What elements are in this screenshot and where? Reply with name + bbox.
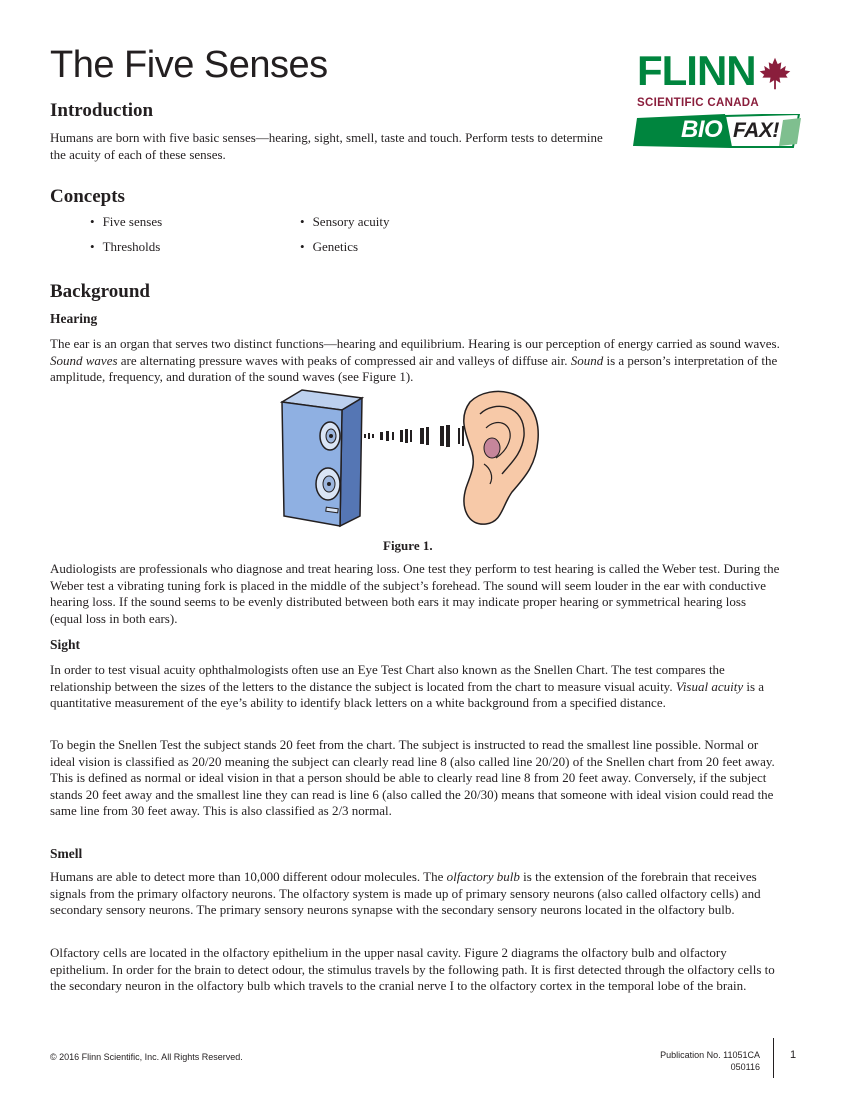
concept-item: • Sensory acuity [300, 214, 389, 230]
logo-subtitle: SCIENTIFIC CANADA [637, 97, 760, 109]
sight-paragraph-2: To begin the Snellen Test the subject stands 20 feet from the chart. The subject is instructed to read the smallest line possible. Normal or ideal vision is classified as 20/20 meaning the subject can clearly read line 8 (also called line 20/20) of the Snellen chart from 20 feet away. This is defined as normal or ideal vision in that a person should be able to clearly read line 8 from 20 feet away. Conversely, if the subject stands 20 feet away and the smallest line they can read is line 6 (also called the 20/30) means that someone with ideal vision could read the same line from 30 feet away. This is also classified as 2/3 normal. [50, 737, 775, 819]
logo-fax-text: FAX! [733, 119, 779, 142]
concept-item: • Thresholds [90, 239, 160, 255]
sight-heading: Sight [50, 637, 81, 652]
introduction-text: Humans are born with five basic senses—hearing, sight, smell, taste and touch. Perform tests to determine the acuity of each of these senses. [50, 130, 603, 162]
publication-code: 050116 [730, 1062, 760, 1072]
smell-heading: Smell [50, 846, 83, 861]
concept-item: • Genetics [300, 239, 358, 255]
page-number: 1 [790, 1049, 797, 1061]
hearing-paragraph-2: Audiologists are professionals who diagnose and treat hearing loss. One test they perform to test hearing is called the Weber test. During the Weber test a vibrating tuning fork is placed in the middle of the subject’s forehead. The sound will seem louder in the ear with conductive hearing loss. If the sound seems to be evenly distributed between both ears it may indicate proper hearing or symmetrical hearing loss (equal loss in both ears). [50, 561, 780, 626]
introduction-heading: Introduction [50, 100, 154, 121]
speaker-ear-figure [280, 388, 550, 528]
concepts-heading: Concepts [50, 186, 125, 207]
hearing-paragraph-1: The ear is an organ that serves two distinct functions—hearing and equilibrium. Hearing is our perception of energy carried as sound waves. Sound waves are alternating pressure waves with peaks of compressed air and valleys of diffuse air. Sound is a person’s interpretation of the amplitude, frequency, and duration of the sound waves (see Figure 1). [50, 336, 780, 385]
speaker-illustration [282, 390, 362, 526]
logo-bio-text: BIO [681, 116, 723, 143]
hearing-heading: Hearing [50, 311, 98, 326]
sight-paragraph-1: In order to test visual acuity ophthalmologists often use an Eye Test Chart also known as the Snellen Chart. The test compares the relationship between the sizes of the letters to the distance the subject is located from the chart to measure visual acuity. Visual acuity is a quantitative measurement of the eye’s ability to identify black letters on a white background from a specified distance. [50, 662, 765, 711]
flinn-logo [633, 47, 803, 148]
publication-info [600, 1049, 760, 1073]
copyright-notice: © 2016 Flinn Scientific, Inc. All Rights Reserved. [50, 1052, 243, 1062]
background-heading: Background [50, 281, 150, 302]
logo-brand-text: FLINN [637, 47, 756, 94]
page-title: The Five Senses [50, 44, 328, 86]
smell-paragraph-2: Olfactory cells are located in the olfactory epithelium in the upper nasal cavity. Figure 2 diagrams the olfactory bulb and olfactory epithelium. In order for the brain to detect odour, the stimulus travels by the following path. It is first detected through the olfactory cells to the secondary neuron in the olfactory bulb which travels to the cranial nerve I to the olfactory cortex in the temporal lobe of the brain. [50, 945, 775, 994]
footer-divider [773, 1038, 774, 1078]
smell-paragraph-1: Humans are able to detect more than 10,000 different odour molecules. The olfactory bulb is the extension of the forebrain that receives signals from the primary olfactory neurons. The olfactory system is made up of primary sensory neurons (also called olfactory cells) and secondary sensory neurons. The primary sensory neurons synapse with the secondary sensory neurons located in the olfactory bulb. [50, 869, 761, 918]
ear-illustration [464, 391, 538, 524]
concept-item: • Five senses [90, 214, 162, 230]
maple-leaf-icon [757, 56, 793, 92]
figure-caption: Figure 1. [383, 538, 433, 553]
publication-number: Publication No. 11051CA [660, 1050, 760, 1060]
